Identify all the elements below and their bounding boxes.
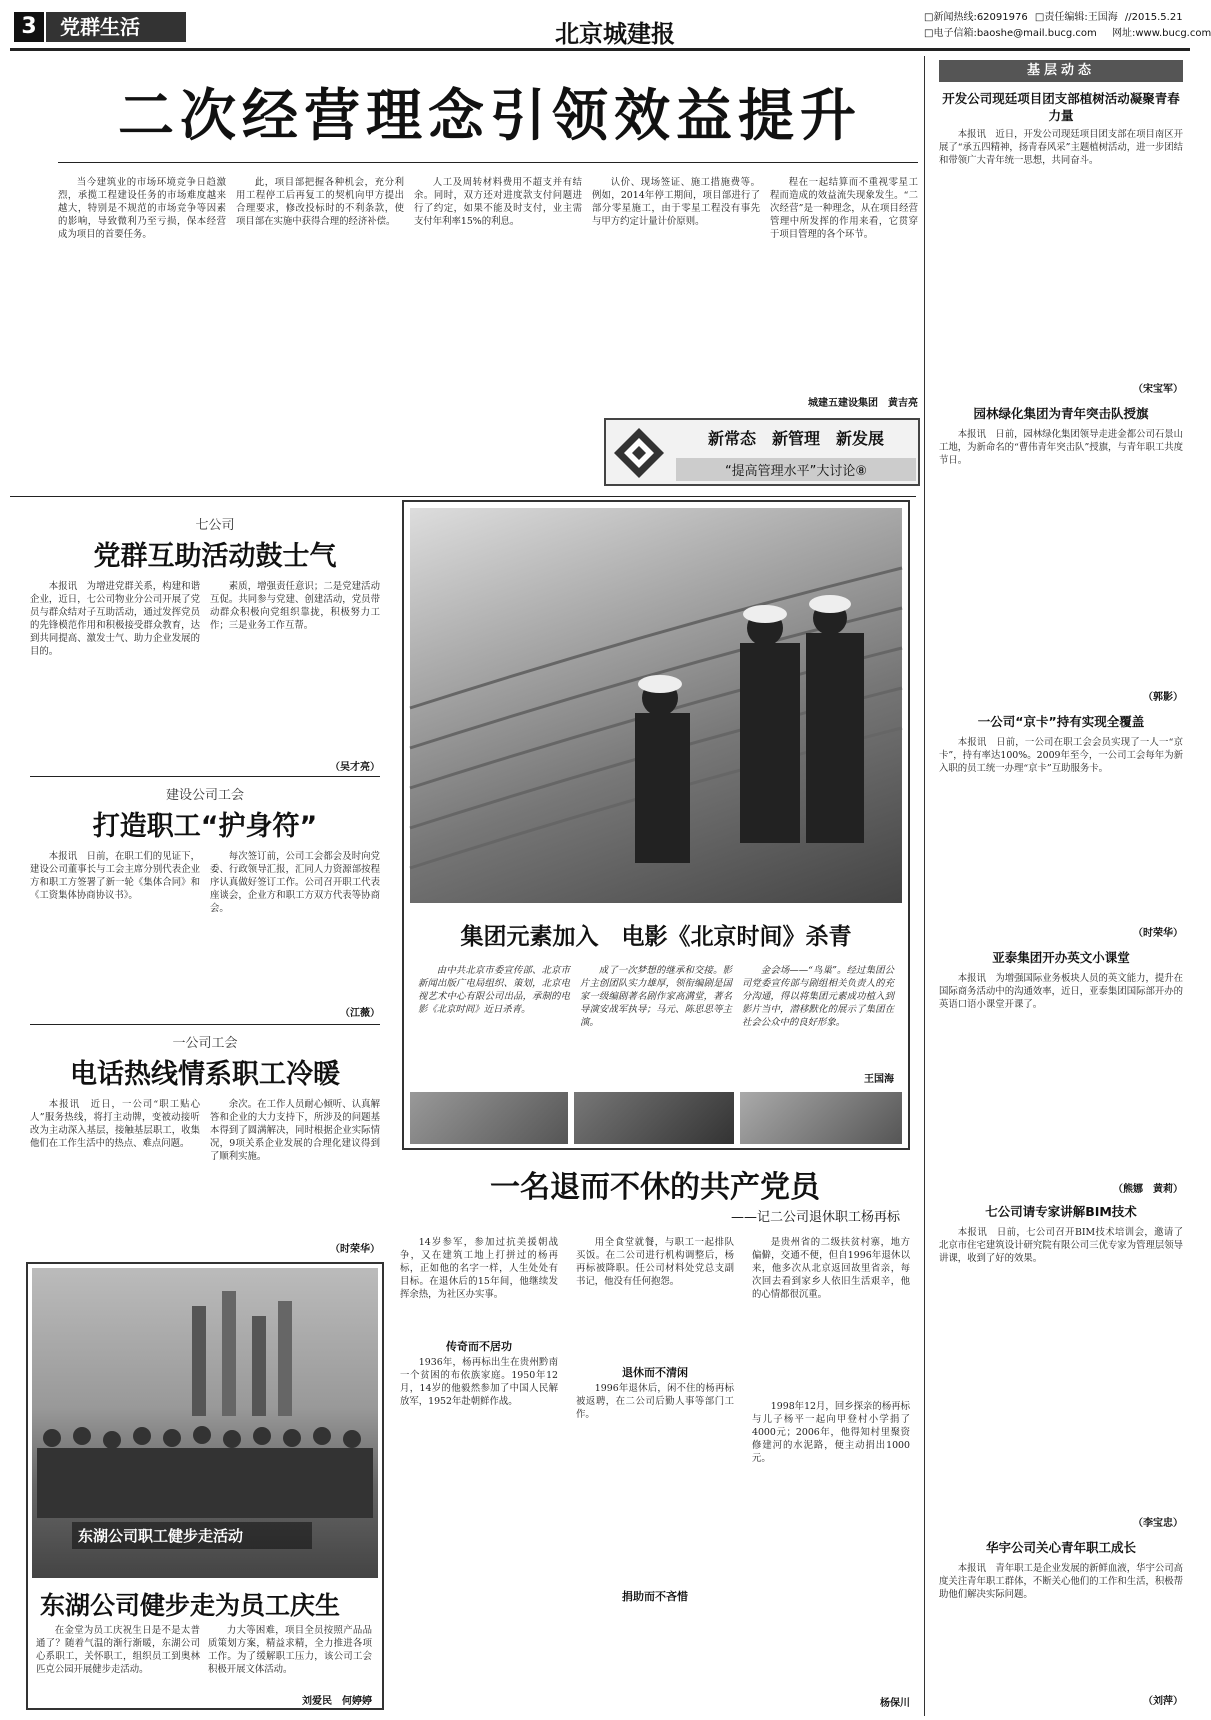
profile-col-1a: 14岁参军，参加过抗美援朝战争，又在建筑工地上打拼过的杨再标，正如他的名字一样，人生处处有目标。在退休后的15年间，他继续发挥余热，为社区办实事。 (400, 1237, 558, 1300)
issue-date: //2015.5.21 (1124, 12, 1183, 23)
sidebar-item-3-body: 本报讯 日前，一公司在职工会会员实现了一人一“京卡”，持有率达100%。2009年至今，一公司工会每年为新入职的员工统一办理“京卡”互助服务卡。 (939, 737, 1183, 774)
sidebar-item-1-title: 开发公司现廷项目团支部植树活动凝聚青春力量 (942, 91, 1180, 123)
feature-col-2: 成了一次梦想的继承和交接。影片主创团队实力雄厚，领衔编剧是国家一级编剧著名剧作家高满堂，著名导演安战军执导；马元、陈思思等主演。 (580, 965, 732, 1028)
lead-headline: 二次经营理念引领效益提升 (118, 84, 862, 149)
banner-line-2: “提高管理水平”大讨论⑧ (676, 458, 916, 481)
lead-col-5: 程在一起结算而不重视零星工程而造成的效益流失现象发生。“二次经营”是一种理念，从在项目经营管理中所发挥的作用来看，它贯穿于项目管理的各个环节。 (770, 177, 918, 240)
a3-kicker: 一公司工会 (172, 1036, 238, 1051)
sidebar-item-3-title: 一公司“京卡”持有实现全覆盖 (977, 714, 1145, 729)
sculpture-icon (182, 1286, 302, 1416)
feature-headline: 集团元素加入 电影《北京时间》杀青 (460, 924, 852, 950)
sidebar-item-5-author: （李宝忠） (1133, 1518, 1183, 1529)
profile-author: 杨保川 (880, 1698, 910, 1709)
stadium-seats-icon (410, 508, 902, 903)
a4-headline: 东湖公司健步走为员工庆生 (40, 1591, 341, 1620)
feature-still-2 (574, 1092, 734, 1144)
email: □电子信箱:baoshe@mail.bucg.com (924, 28, 1097, 39)
a3-author: （时荣华） (330, 1244, 380, 1255)
group-logo-icon (612, 426, 666, 480)
a1-headline: 党群互助活动鼓士气 (93, 541, 337, 572)
sidebar-item-5-title: 七公司请专家讲解BIM技术 (985, 1204, 1137, 1219)
a4-box (26, 1262, 384, 1710)
masthead-rule (10, 48, 1190, 51)
sidebar-header: 基层动态 (939, 60, 1183, 82)
profile-subhead-2: 退休而不清闲 (622, 1366, 688, 1379)
sidebar-item-2-title: 园林绿化集团为青年突击队授旗 (973, 406, 1149, 421)
a1-rule (30, 776, 380, 777)
hotline: □新闻热线:62091976 (924, 12, 1028, 23)
a1-col-1: 本报讯 为增进党群关系，构建和谐企业，近日，七公司物业分公司开展了党员与群众结对子互助活动，通过发挥党员的先锋模范作用和积极接受群众教育，达到共同提高、激发士气、助力企业发展的目的。 (30, 581, 200, 657)
a4-author: 刘爱民 何婷婷 (302, 1696, 372, 1707)
a2-author: （江薇） (340, 1008, 380, 1019)
feature-still-1 (410, 1092, 568, 1144)
sidebar-item-4-title: 亚泰集团开办英文小课堂 (992, 950, 1130, 965)
banner-line-1: 新常态 新管理 新发展 (707, 429, 884, 448)
a4-col-1: 在金堂为员工庆祝生日是不是太普通了？随着气温的渐行渐暖，东湖公司心系职工，关怀职工，组织员工到奥林匹克公园开展健步走活动。 (36, 1625, 200, 1675)
sidebar-item-1-body: 本报讯 近日，开发公司现廷项目团支部在项目南区开展了“承五四精神，扬青春风采”主题植树活动，进一步团结和带领广大青年统一思想，共同奋斗。 (939, 129, 1183, 166)
profile-subhead-1: 传奇而不居功 (446, 1340, 512, 1353)
profile-col-3b: 1998年12月，回乡探亲的杨再标与儿子杨平一起向甲登村小学捐了4000元；2006年，他得知村里聚资修建河的水泥路，便主动捐出1000元。 (752, 1401, 910, 1464)
sidebar-item-6-author: （刘萍） (1143, 1696, 1183, 1707)
profile-subhead-3: 捐助而不吝惜 (622, 1590, 688, 1603)
a3-headline: 电话热线情系职工冷暖 (70, 1059, 340, 1090)
a4-photo-caption: 东湖公司职工健步走活动 (72, 1522, 312, 1549)
a3-col-2: 余次。在工作人员耐心倾听、认真解答和企业的大力支持下，所涉及的问题基本得到了圆满解决，同时根据企业实际情况，9项关系企业发展的合理化建议得到了顺利实施。 (210, 1099, 380, 1162)
feature-box (402, 500, 910, 1150)
feature-main-photo (410, 508, 902, 903)
editor: □责任编辑:王国海 (1034, 12, 1118, 23)
a2-kicker: 建设公司工会 (165, 788, 244, 803)
a3-col-1: 本报讯 近日，一公司“职工贴心人”服务热线，将打主动牌，变被动接听改为主动深入基层，接触基层职工，收集他们在工作生活中的热点、难点问题。 (30, 1099, 200, 1149)
lead-rule (58, 162, 918, 163)
profile-col-2a: 用全食堂就餐，与职工一起排队买饭。在二公司进行机构调整后，杨再标被降职。任公司材料处党总支副书记，他没有任何抱怨。 (576, 1237, 734, 1287)
a2-headline: 打造职工“护身符” (92, 811, 318, 842)
section-tab: 党群生活 (46, 12, 186, 42)
profile-col-1b: 1936年，杨再标出生在贵州黔南一个贫困的布依族家庭。1950年12月，14岁的他毅然参加了中国人民解放军，1952年赴朝鲜作战。 (400, 1357, 558, 1407)
sidebar (924, 56, 1186, 1716)
sidebar-item-4-author: （熊娜 黄莉） (1113, 1184, 1183, 1195)
a1-col-2: 素质，增强责任意识；二是党建活动互促。共同参与党建、创建活动，党员带动群众积极向党组织靠拢，积极努力工作；三是业务工作互帮。 (210, 581, 380, 631)
a1-author: （吴才亮） (330, 762, 380, 773)
a2-rule (30, 1024, 380, 1025)
sidebar-item-2-author: （郭影） (1143, 692, 1183, 703)
feature-author: 王国海 (864, 1074, 894, 1085)
sidebar-item-2-body: 本报讯 日前，园林绿化集团领导走进金都公司石景山工地，为新命名的“曹伟青年突击队”授旗，与青年职工共度节日。 (939, 429, 1183, 466)
a4-col-2: 力大等困难，项目全员按照产品品质策划方案，精益求精，全力推进各项工作。为了缓解职工压力，该公司工会积极开展文体活动。 (208, 1625, 372, 1675)
sidebar-item-6-title: 华宇公司关心青年职工成长 (985, 1540, 1136, 1555)
lead-col-1: 当今建筑业的市场环境竞争日趋激烈，承揽工程建设任务的市场难度越来越大，特别是不规范的市场竞争等因素的影响，导致微利乃至亏损，保本经营成为项目的首要任务。 (58, 177, 226, 240)
lead-col-4: 认价、现场签证、施工措施费等。例如，2014年停工期间，项目部进行了部分零星施工，由于零星工程没有事先与甲方约定计量计价原则。 (592, 177, 760, 227)
sidebar-item-6-body: 本报讯 青年职工是企业发展的新鲜血液，华宇公司高度关注青年职工群体，不断关心他们的工作和生活，积极帮助他们解决实际问题。 (939, 1563, 1183, 1600)
profile-col-2b: 1996年退休后，闲不住的杨再标被返聘，在二公司后勤人事等部门工作。 (576, 1383, 734, 1420)
profile-headline: 一名退而不休的共产党员 (490, 1170, 820, 1205)
paper-name: 北京城建报 (555, 19, 675, 48)
discussion-banner (604, 418, 920, 486)
sidebar-item-4-body: 本报讯 为增强国际业务板块人员的英文能力，提升在国际商务活动中的沟通效率，近日，亚泰集团国际部开办的英语口语小课堂开课了。 (939, 973, 1183, 1010)
feature-col-3: 金会场——“鸟巢”。经过集团公司党委宣传部与剧组相关负责人的充分沟通，得以将集团元素成功植入到影片当中，潜移默化的展示了集团在社会公众中的良好形象。 (742, 965, 894, 1028)
website: 网址:www.bucg.com (1111, 28, 1211, 39)
feature-still-3 (740, 1092, 902, 1144)
lead-col-3: 人工及周转材料费用不超支并有结余。同时，双方还对进度款支付问题进行了约定，如果不能及时支付，业主需支付年利率15%的利息。 (414, 177, 582, 227)
sidebar-item-1-author: （宋宝军） (1133, 384, 1183, 395)
a1-kicker: 七公司 (195, 518, 235, 533)
a2-col-1: 本报讯 日前，在职工们的见证下，建设公司董事长与工会主席分别代表企业方和职工方签署了新一轮《集体合同》和《工资集体协商协议书》。 (30, 851, 200, 901)
lead-author: 城建五建设集团 黄吉亮 (808, 398, 918, 409)
a2-col-2: 每次签订前，公司工会都会及时向党委、行政领导汇报，汇同人力资源部按程序认真做好签订工作。公司召开职工代表座谈会，企业方和职工方双方代表等协商会。 (210, 851, 380, 914)
lead-col-2: 此，项目部把握各种机会，充分利用工程停工后再复工的契机向甲方提出合理要求，修改投标时的不利条款，使项目部在实施中获得合理的经济补偿。 (236, 177, 404, 227)
crowd-icon (32, 1418, 378, 1518)
a4-group-photo (32, 1268, 378, 1578)
masthead (0, 0, 1211, 50)
sidebar-item-5-body: 本报讯 日前，七公司召开BIM技术培训会，邀请了北京市住宅建筑设计研究院有限公司三优专家为管理层领导讲课，收到了好的效果。 (939, 1227, 1183, 1264)
profile-subtitle: ——记二公司退休职工杨再标 (730, 1210, 900, 1225)
feature-col-1: 由中共北京市委宣传部、北京市新闻出版广电局组织、策划，北京电视艺术中心有限公司出品，承制的电影《北京时间》近日杀青。 (418, 965, 570, 1015)
sidebar-item-3-author: （时荣华） (1133, 928, 1183, 939)
profile-col-3a: 是贵州省的二级扶贫村寨，地方偏僻，交通不便，但自1996年退休以来，他多次从北京返回故里省亲，每次回去看到家乡人依旧生活艰辛，他的心情都很沉重。 (752, 1237, 910, 1300)
page-number-badge: 3 (14, 12, 44, 42)
lead-bottom-rule (10, 496, 916, 497)
